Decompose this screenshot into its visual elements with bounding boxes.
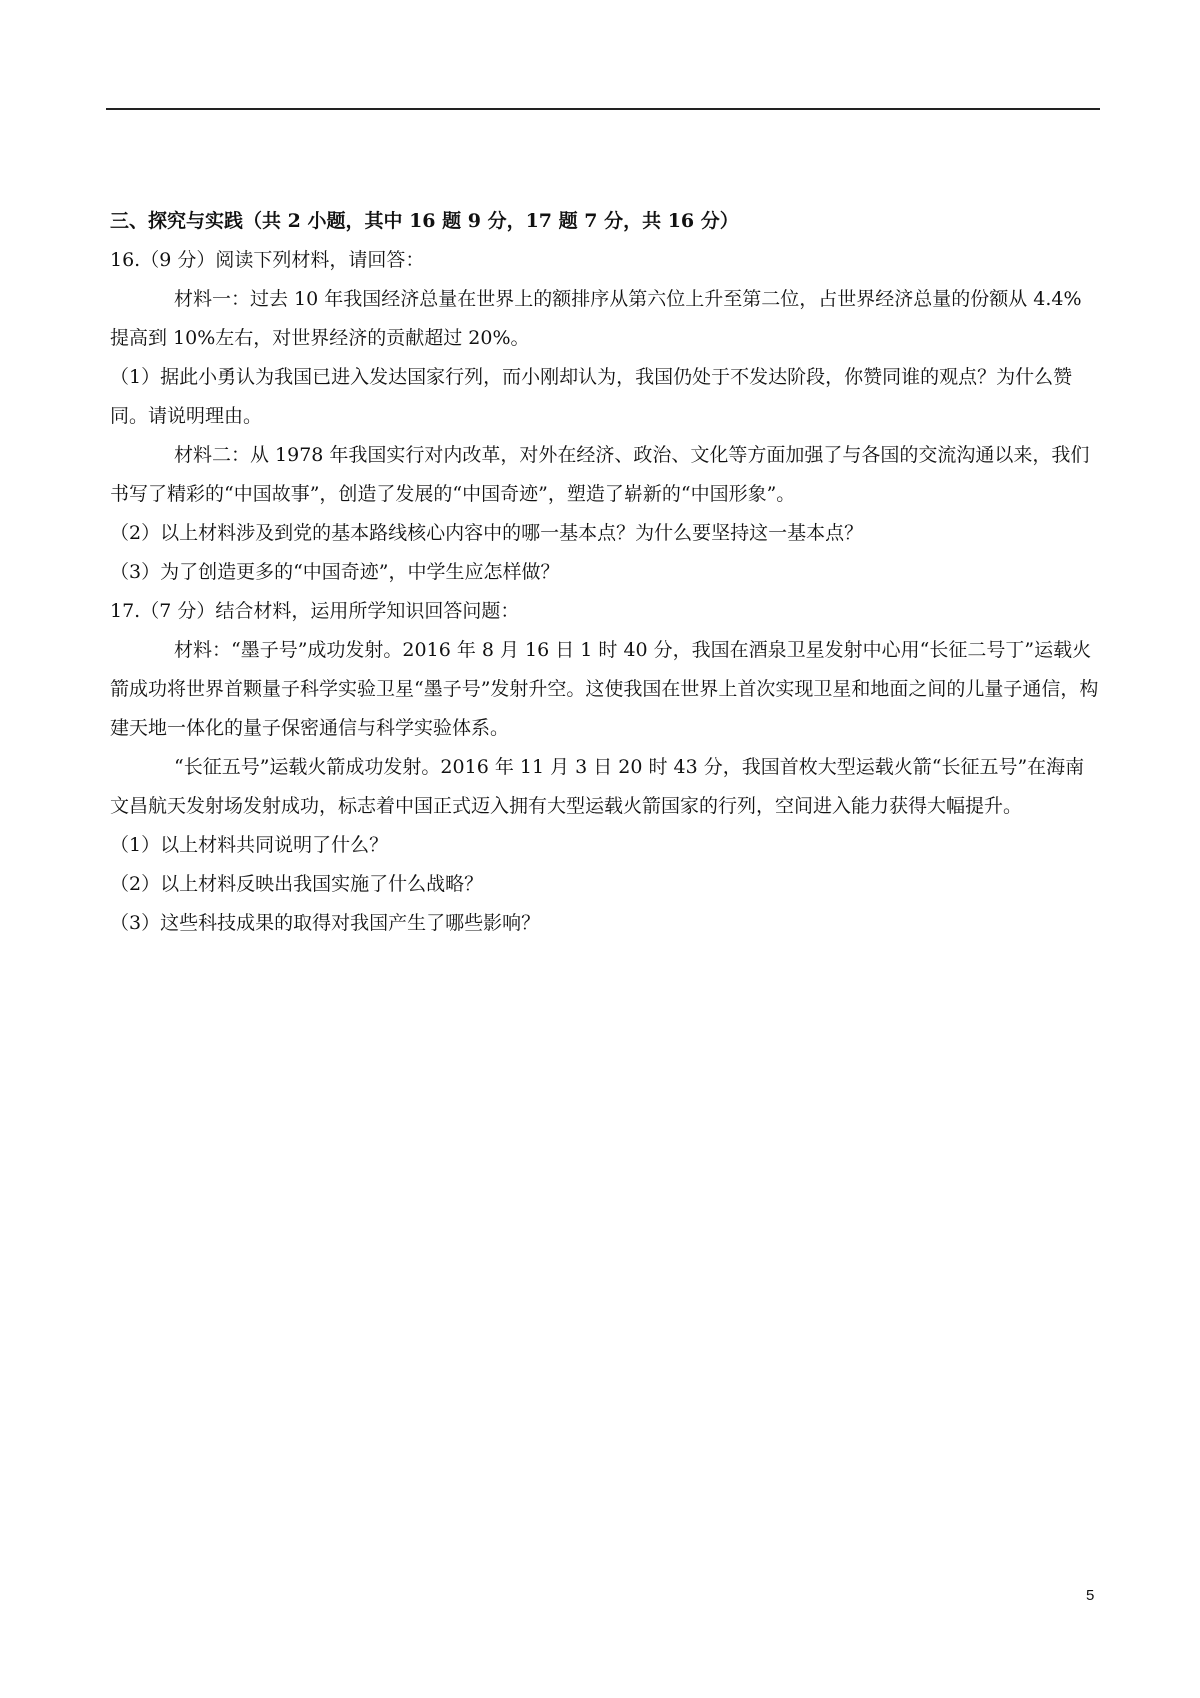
page-content <box>110 202 1100 943</box>
question-16-material-1: 材料一：过去 10 年我国经济总量在世界上的额排序从第六位上升至第二位，占世界经济总量的份额从 4.4%提高到 10%左右，对世界经济的贡献超过 20%。 <box>110 288 1082 349</box>
question-17-header: 17.（7 分）结合材料，运用所学知识回答问题： <box>110 600 520 622</box>
question-16-sub-2: （2）以上材料涉及到党的基本路线核心内容中的哪一基本点？为什么要坚持这一基本点？ <box>110 522 864 544</box>
page-number: 5 <box>1086 1587 1095 1604</box>
question-16-header: 16.（9 分）阅读下列材料，请回答： <box>110 249 425 271</box>
question-17-material-paragraph-1: 材料：“墨子号”成功发射。2016 年 8 月 16 日 1 时 40 分，我国在酒泉卫星发射中心用“长征二号丁”运载火箭成功将世界首颗量子科学实验卫星“墨子号”发射升空。这使我国在世界上首次实现卫星和地面之间的儿量子通信，构建天地一体化的量子保密通信与科学实验体系。 <box>110 639 1099 739</box>
question-17-sub-1: （1）以上材料共同说明了什么？ <box>110 834 389 856</box>
question-17-sub-2: （2）以上材料反映出我国实施了什么战略？ <box>110 873 484 895</box>
question-16-sub-3: （3）为了创造更多的“中国奇迹”，中学生应怎样做？ <box>110 561 560 583</box>
question-17-sub-3: （3）这些科技成果的取得对我国产生了哪些影响？ <box>110 912 541 934</box>
question-17-material-paragraph-2: “长征五号”运载火箭成功发射。2016 年 11 月 3 日 20 时 43 分，我国首枚大型运载火箭“长征五号”在海南文昌航天发射场发射成功，标志着中国正式迈入拥有大型运载火箭国家的行列，空间进入能力获得大幅提升。 <box>110 756 1085 817</box>
header-rule <box>106 108 1100 110</box>
question-16-sub-1: （1）据此小勇认为我国已进入发达国家行列，而小刚却认为，我国仍处于不发达阶段，你赞同谁的观点？为什么赞同。请说明理由。 <box>110 366 1073 427</box>
section-title: 三、探究与实践（共 2 小题，其中 16 题 9 分，17 题 7 分，共 16 分） <box>110 210 739 232</box>
question-16-material-2: 材料二：从 1978 年我国实行对内改革，对外在经济、政治、文化等方面加强了与各国的交流沟通以来，我们书写了精彩的“中国故事”，创造了发展的“中国奇迹”，塑造了崭新的“中国形象”。 <box>110 444 1090 505</box>
